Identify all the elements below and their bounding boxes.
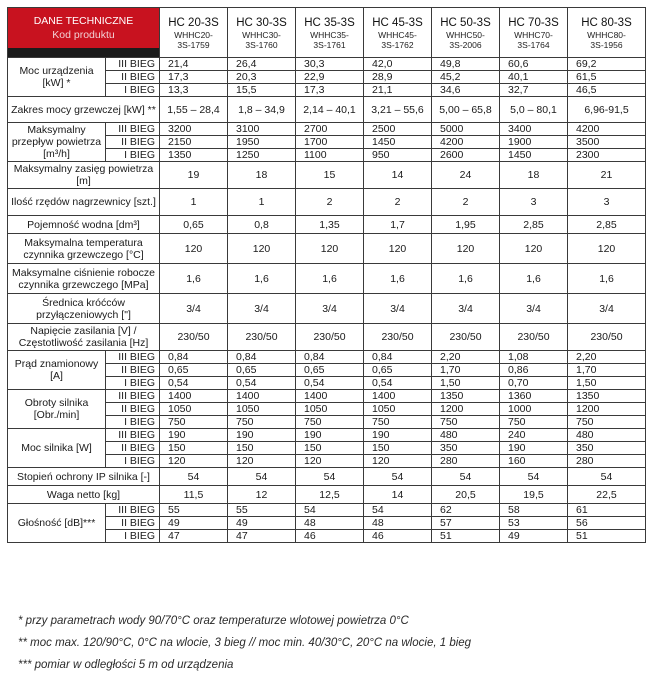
table-cell: 150 <box>296 442 364 455</box>
row-pojemnosc <box>8 216 646 234</box>
table-cell: 2,20 <box>568 351 646 364</box>
table-cell: 1,35 <box>296 216 364 234</box>
table-cell: 45,2 <box>432 71 500 84</box>
table-cell: 1950 <box>228 136 296 149</box>
table-cell: 13,3 <box>160 84 228 97</box>
footnotes <box>18 614 638 680</box>
speed-label: II BIEG <box>106 364 160 377</box>
table-cell: 18 <box>228 162 296 189</box>
table-cell: 54 <box>296 468 364 486</box>
model-code: 3S-2006 <box>449 39 482 50</box>
table-cell: 22,9 <box>296 71 364 84</box>
table-cell: 120 <box>432 234 500 264</box>
table-cell: 2,85 <box>500 216 568 234</box>
table-cell: 950 <box>364 149 432 162</box>
speed-label: III BIEG <box>106 390 160 403</box>
table-cell: 3,21 – 55,6 <box>364 97 432 123</box>
table-cell: 61 <box>568 504 646 517</box>
model-code: 3S-1760 <box>245 39 278 50</box>
table-cell: 2500 <box>364 123 432 136</box>
model-code: WHHC35- <box>310 29 349 40</box>
table-cell: 1400 <box>228 390 296 403</box>
table-cell: 19 <box>160 162 228 189</box>
table-cell: 280 <box>432 455 500 468</box>
table-cell: 30,3 <box>296 58 364 71</box>
table-cell: 230/50 <box>228 324 296 351</box>
table-cell: 55 <box>160 504 228 517</box>
model-name: HC 20-3S <box>168 16 219 29</box>
table-cell: 61,5 <box>568 71 646 84</box>
table-cell: 4200 <box>432 136 500 149</box>
table-cell: 49 <box>500 530 568 543</box>
table-cell: 120 <box>364 455 432 468</box>
table-cell: 120 <box>296 455 364 468</box>
table-cell: 4200 <box>568 123 646 136</box>
table-cell: 55 <box>228 504 296 517</box>
table-cell: 3/4 <box>432 294 500 324</box>
table-cell: 150 <box>160 442 228 455</box>
table-cell: 0,65 <box>160 364 228 377</box>
table-cell: 1 <box>228 189 296 216</box>
table-cell: 5,00 – 65,8 <box>432 97 500 123</box>
table-cell: 0,86 <box>500 364 568 377</box>
footnote-2: ** moc max. 120/90°C, 0°C na wlocie, 3 bieg // moc min. 40/30°C, 20°C na wlocie, 1 bieg <box>18 637 472 649</box>
table-cell: 1400 <box>160 390 228 403</box>
technical-data-table <box>7 7 646 543</box>
row-label: Maksymalna temperatura czynnika grzewczego [°C] <box>8 234 160 264</box>
table-cell: 54 <box>364 468 432 486</box>
row-label: Głośność [dB]*** <box>8 504 106 543</box>
table-cell: 54 <box>160 468 228 486</box>
model-header <box>432 8 500 58</box>
table-cell: 1450 <box>364 136 432 149</box>
table-cell: 56 <box>568 517 646 530</box>
table-cell: 230/50 <box>432 324 500 351</box>
row-label: Zakres mocy grzewczej [kW] ** <box>8 97 160 123</box>
table-cell: 47 <box>160 530 228 543</box>
table-cell: 14 <box>364 486 432 504</box>
model-code: WHHC80- <box>587 29 626 40</box>
speed-label: II BIEG <box>106 403 160 416</box>
table-cell: 24 <box>432 162 500 189</box>
speed-label: III BIEG <box>106 351 160 364</box>
table-cell: 1,70 <box>568 364 646 377</box>
table-cell: 1100 <box>296 149 364 162</box>
table-cell: 1,70 <box>432 364 500 377</box>
table-cell: 2 <box>432 189 500 216</box>
table-cell: 0,84 <box>160 351 228 364</box>
table-cell: 49 <box>228 517 296 530</box>
table-cell: 480 <box>432 429 500 442</box>
table-cell: 2700 <box>296 123 364 136</box>
table-cell: 190 <box>296 429 364 442</box>
row-label: Maksymalne ciśnienie robocze czynnika grzewczego [MPa] <box>8 264 160 294</box>
header-subtitle: Kod produktu <box>52 29 115 41</box>
table-cell: 1360 <box>500 390 568 403</box>
table-cell: 47 <box>228 530 296 543</box>
table-cell: 0,65 <box>364 364 432 377</box>
table-cell: 1400 <box>296 390 364 403</box>
table-cell: 46,5 <box>568 84 646 97</box>
table-cell: 480 <box>568 429 646 442</box>
table-cell: 350 <box>432 442 500 455</box>
table-cell: 2,14 – 40,1 <box>296 97 364 123</box>
table-cell: 2 <box>296 189 364 216</box>
table-cell: 750 <box>228 416 296 429</box>
table-cell: 0,65 <box>296 364 364 377</box>
table-cell: 2150 <box>160 136 228 149</box>
row-napiecie <box>8 324 646 351</box>
speed-label: III BIEG <box>106 504 160 517</box>
model-code: WHHC30- <box>242 29 281 40</box>
table-cell: 54 <box>568 468 646 486</box>
table-cell: 3/4 <box>160 294 228 324</box>
row-label: Waga netto [kg] <box>8 486 160 504</box>
table-cell: 750 <box>160 416 228 429</box>
speed-label: I BIEG <box>106 530 160 543</box>
table-cell: 62 <box>432 504 500 517</box>
model-header <box>500 8 568 58</box>
table-cell: 21,1 <box>364 84 432 97</box>
table-cell: 0,84 <box>364 351 432 364</box>
table-cell: 3/4 <box>228 294 296 324</box>
table-cell: 3100 <box>228 123 296 136</box>
table-cell: 230/50 <box>160 324 228 351</box>
model-code: 3S-1956 <box>590 39 623 50</box>
table-cell: 2300 <box>568 149 646 162</box>
table-cell: 120 <box>160 234 228 264</box>
table-cell: 0,65 <box>160 216 228 234</box>
table-cell: 1450 <box>500 149 568 162</box>
row-label: Prąd znamionowy [A] <box>8 351 106 390</box>
table-cell: 1050 <box>228 403 296 416</box>
footnote-1: * przy parametrach wody 90/70°C oraz temperaturze wlotowej powietrza 0°C <box>18 615 409 627</box>
table-cell: 1,6 <box>500 264 568 294</box>
table-cell: 0,70 <box>500 377 568 390</box>
model-header <box>364 8 432 58</box>
table-cell: 0,54 <box>160 377 228 390</box>
table-cell: 6,96-91,5 <box>568 97 646 123</box>
table-cell: 14 <box>364 162 432 189</box>
table-cell: 15,5 <box>228 84 296 97</box>
table-cell: 12,5 <box>296 486 364 504</box>
row-rzedy <box>8 189 646 216</box>
model-name: HC 45-3S <box>372 16 423 29</box>
row-label: Napięcie zasilania [V] / Częstotliwość zasilania [Hz] <box>8 324 160 351</box>
table-cell: 230/50 <box>500 324 568 351</box>
table-cell: 2,85 <box>568 216 646 234</box>
table-cell: 230/50 <box>296 324 364 351</box>
model-code: 3S-1761 <box>313 39 346 50</box>
table-cell: 5000 <box>432 123 500 136</box>
table-cell: 46 <box>364 530 432 543</box>
speed-label: I BIEG <box>106 416 160 429</box>
table-cell: 1050 <box>296 403 364 416</box>
table-cell: 69,2 <box>568 58 646 71</box>
table-cell: 3/4 <box>500 294 568 324</box>
speed-label: III BIEG <box>106 429 160 442</box>
table-cell: 32,7 <box>500 84 568 97</box>
table-cell: 12 <box>228 486 296 504</box>
table-cell: 1700 <box>296 136 364 149</box>
table-cell: 1,55 – 28,4 <box>160 97 228 123</box>
table-cell: 34,6 <box>432 84 500 97</box>
row-label: Obroty silnika [Obr./min] <box>8 390 106 429</box>
table-cell: 0,65 <box>228 364 296 377</box>
table-cell: 150 <box>228 442 296 455</box>
table-cell: 20,5 <box>432 486 500 504</box>
table-cell: 1350 <box>160 149 228 162</box>
speed-label: II BIEG <box>106 71 160 84</box>
table-cell: 1400 <box>364 390 432 403</box>
table-cell: 48 <box>296 517 364 530</box>
row-label: Maksymalny przepływ powietrza [m³/h] <box>8 123 106 162</box>
model-name: HC 50-3S <box>440 16 491 29</box>
table-cell: 1000 <box>500 403 568 416</box>
table-cell: 240 <box>500 429 568 442</box>
table-cell: 51 <box>568 530 646 543</box>
table-cell: 40,1 <box>500 71 568 84</box>
row-label: Pojemność wodna [dm³] <box>8 216 160 234</box>
table-cell: 1,95 <box>432 216 500 234</box>
row-label: Moc urządzenia [kW] * <box>8 58 106 97</box>
table-cell: 0,84 <box>228 351 296 364</box>
header-row <box>8 8 646 58</box>
speed-label: III BIEG <box>106 58 160 71</box>
table-cell: 17,3 <box>296 84 364 97</box>
table-cell: 3 <box>500 189 568 216</box>
table-cell: 1,6 <box>568 264 646 294</box>
table-cell: 49 <box>160 517 228 530</box>
table-cell: 22,5 <box>568 486 646 504</box>
table-cell: 1,6 <box>364 264 432 294</box>
row-moc-silnika-iii <box>8 429 646 442</box>
row-waga <box>8 486 646 504</box>
speed-label: II BIEG <box>106 136 160 149</box>
table-cell: 1200 <box>432 403 500 416</box>
table-cell: 350 <box>568 442 646 455</box>
table-cell: 190 <box>228 429 296 442</box>
model-header <box>296 8 364 58</box>
table-cell: 11,5 <box>160 486 228 504</box>
table-cell: 230/50 <box>364 324 432 351</box>
table-cell: 54 <box>228 468 296 486</box>
table-cell: 49,8 <box>432 58 500 71</box>
model-code: 3S-1764 <box>517 39 550 50</box>
table-cell: 3/4 <box>568 294 646 324</box>
table-cell: 2,20 <box>432 351 500 364</box>
table-cell: 54 <box>296 504 364 517</box>
model-code: 3S-1762 <box>381 39 414 50</box>
table-cell: 1200 <box>568 403 646 416</box>
table-cell: 120 <box>296 234 364 264</box>
table-cell: 1,6 <box>228 264 296 294</box>
row-label: Maksymalny zasięg powietrza [m] <box>8 162 160 189</box>
table-cell: 120 <box>228 234 296 264</box>
row-label: Średnica króćców przyłączeniowych ["] <box>8 294 160 324</box>
table-cell: 120 <box>500 234 568 264</box>
table-cell: 160 <box>500 455 568 468</box>
table-cell: 54 <box>364 504 432 517</box>
speed-label: I BIEG <box>106 455 160 468</box>
table-cell: 190 <box>364 429 432 442</box>
table-cell: 1 <box>160 189 228 216</box>
table-cell: 1,50 <box>432 377 500 390</box>
table-cell: 1,6 <box>296 264 364 294</box>
row-moc-urzadzenia-iii <box>8 58 646 71</box>
table-cell: 0,54 <box>296 377 364 390</box>
header-label-cell <box>8 8 160 58</box>
table-cell: 1250 <box>228 149 296 162</box>
row-srednica <box>8 294 646 324</box>
model-name: HC 80-3S <box>581 16 632 29</box>
speed-label: I BIEG <box>106 149 160 162</box>
row-prad-iii <box>8 351 646 364</box>
row-ip <box>8 468 646 486</box>
table-cell: 230/50 <box>568 324 646 351</box>
model-name: HC 35-3S <box>304 16 355 29</box>
table-cell: 1,6 <box>160 264 228 294</box>
table-cell: 3400 <box>500 123 568 136</box>
table-cell: 28,9 <box>364 71 432 84</box>
table-cell: 2600 <box>432 149 500 162</box>
speed-label: I BIEG <box>106 377 160 390</box>
table-cell: 750 <box>432 416 500 429</box>
table-cell: 1050 <box>160 403 228 416</box>
table-cell: 1,50 <box>568 377 646 390</box>
table-cell: 3 <box>568 189 646 216</box>
model-code: 3S-1759 <box>177 39 210 50</box>
table-cell: 0,54 <box>364 377 432 390</box>
table-cell: 1,08 <box>500 351 568 364</box>
table-cell: 5,0 – 80,1 <box>500 97 568 123</box>
table-cell: 1,6 <box>432 264 500 294</box>
row-przeplyw-iii <box>8 123 646 136</box>
table-cell: 120 <box>160 455 228 468</box>
table-cell: 17,3 <box>160 71 228 84</box>
table-cell: 21,4 <box>160 58 228 71</box>
row-label: Moc silnika [W] <box>8 429 106 468</box>
table-cell: 3200 <box>160 123 228 136</box>
table-cell: 120 <box>568 234 646 264</box>
table-cell: 60,6 <box>500 58 568 71</box>
model-code: WHHC50- <box>446 29 485 40</box>
table-cell: 150 <box>364 442 432 455</box>
speed-label: II BIEG <box>106 517 160 530</box>
row-obroty-iii <box>8 390 646 403</box>
table-cell: 48 <box>364 517 432 530</box>
model-header <box>568 8 646 58</box>
table-cell: 190 <box>500 442 568 455</box>
table-cell: 1350 <box>432 390 500 403</box>
table-cell: 1350 <box>568 390 646 403</box>
table-cell: 750 <box>364 416 432 429</box>
table-cell: 750 <box>500 416 568 429</box>
table-cell: 54 <box>500 468 568 486</box>
table-cell: 1,7 <box>364 216 432 234</box>
header-title: DANE TECHNICZNE <box>33 15 134 27</box>
speed-label: III BIEG <box>106 123 160 136</box>
model-name: HC 70-3S <box>508 16 559 29</box>
table-cell: 120 <box>364 234 432 264</box>
row-temperatura <box>8 234 646 264</box>
model-header <box>228 8 296 58</box>
table-cell: 280 <box>568 455 646 468</box>
table-cell: 750 <box>568 416 646 429</box>
row-glosnosc-iii <box>8 504 646 517</box>
table-cell: 1,8 – 34,9 <box>228 97 296 123</box>
table-cell: 53 <box>500 517 568 530</box>
table-cell: 120 <box>228 455 296 468</box>
table-cell: 54 <box>432 468 500 486</box>
table-cell: 20,3 <box>228 71 296 84</box>
row-label: Stopień ochrony IP silnika [-] <box>8 468 160 486</box>
model-code: WHHC20- <box>174 29 213 40</box>
table-cell: 0,84 <box>296 351 364 364</box>
table-cell: 2 <box>364 189 432 216</box>
table-cell: 15 <box>296 162 364 189</box>
row-zakres-mocy <box>8 97 646 123</box>
model-name: HC 30-3S <box>236 16 287 29</box>
table-cell: 1050 <box>364 403 432 416</box>
table-cell: 26,4 <box>228 58 296 71</box>
row-zasieg <box>8 162 646 189</box>
row-label: Ilość rzędów nagrzewnicy [szt.] <box>8 189 160 216</box>
table-cell: 18 <box>500 162 568 189</box>
table-cell: 0,8 <box>228 216 296 234</box>
table-cell: 3/4 <box>364 294 432 324</box>
footnote-3: *** pomiar w odległości 5 m od urządzenia <box>18 659 234 671</box>
table-cell: 58 <box>500 504 568 517</box>
table-cell: 1900 <box>500 136 568 149</box>
speed-label: II BIEG <box>106 442 160 455</box>
table-cell: 3/4 <box>296 294 364 324</box>
speed-label: I BIEG <box>106 84 160 97</box>
table-cell: 21 <box>568 162 646 189</box>
table-cell: 3500 <box>568 136 646 149</box>
table-cell: 190 <box>160 429 228 442</box>
model-code: WHHC45- <box>378 29 417 40</box>
table-cell: 57 <box>432 517 500 530</box>
table-cell: 0,54 <box>228 377 296 390</box>
model-code: WHHC70- <box>514 29 553 40</box>
table-cell: 51 <box>432 530 500 543</box>
table-cell: 19,5 <box>500 486 568 504</box>
row-cisnienie <box>8 264 646 294</box>
table-cell: 750 <box>296 416 364 429</box>
table-cell: 46 <box>296 530 364 543</box>
table-cell: 42,0 <box>364 58 432 71</box>
model-header <box>160 8 228 58</box>
